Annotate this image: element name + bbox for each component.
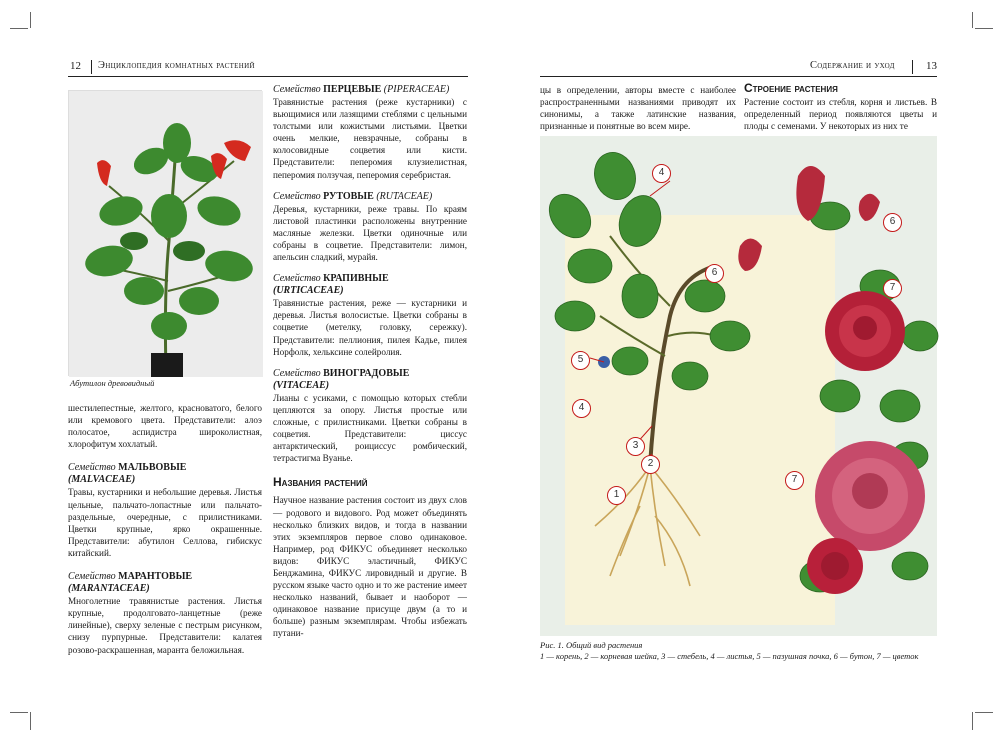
left-page	[0, 0, 500, 742]
figure-label: 7	[883, 279, 902, 298]
family-latin: (MARANTACEAE)	[68, 583, 150, 595]
family-heading: Семейство ВИНОГРАДОВЫЕ	[273, 367, 410, 379]
figure-label: 2	[641, 455, 660, 474]
crop-mark	[975, 28, 993, 29]
family-heading: Семейство МАЛЬВОВЫЕ	[68, 462, 187, 474]
running-head-divider	[91, 60, 92, 74]
crop-mark	[972, 712, 973, 730]
running-head-divider	[912, 60, 913, 74]
running-head: Содержание и уход	[810, 60, 895, 71]
figure-label: 3	[626, 437, 645, 456]
crop-mark	[975, 712, 993, 713]
page-number: 12	[70, 60, 81, 72]
family-vitaceae	[273, 368, 467, 465]
family-rutaceae	[273, 191, 467, 263]
left-column-2	[273, 84, 467, 640]
figure-label: 7	[785, 471, 804, 490]
figure-caption	[540, 640, 937, 662]
plant-illustration	[69, 91, 263, 377]
family-urticaceae	[273, 273, 467, 358]
figure-label: 4	[652, 164, 671, 183]
family-malvaceae	[68, 462, 262, 559]
left-column-1	[68, 402, 262, 656]
figure-label: 6	[883, 213, 902, 232]
figure-label: 4	[572, 399, 591, 418]
family-text: Лианы с усиками, с помощью которых стебли цепляются за опору. Листья простые или сложные, с прилистниками. Цветки собраны в соцветия. Представители: циссус антарктический, роициссус ромбический, тетрастигма Вуанье.	[273, 392, 467, 464]
structure-paragraph: Растение состоит из стебля, корня и листьев. В определенный период появляются цветы и плоды с семенами. У некоторых из них те	[744, 97, 937, 132]
page-number: 13	[926, 60, 937, 72]
family-marantaceae	[68, 571, 262, 656]
section-title-structure: Строение растения	[744, 81, 838, 95]
header-rule	[68, 76, 468, 77]
crop-mark	[972, 12, 973, 28]
family-heading: Семейство КРАПИВНЫЕ	[273, 273, 389, 285]
running-head: Энциклопедия комнатных растений	[98, 60, 255, 71]
family-latin: (MALVACEAE)	[68, 474, 136, 486]
family-heading: Семейство ПЕРЦЕВЫЕ (PIPERACEAE)	[273, 84, 450, 95]
family-text: Травянистые растения (реже кустарники) с вьющимися или лазящими стеблями с цельными толстыми или кожистыми листьями. Цветки очень мелкие, невзрачные, собраны в колосовидные соцветия или кисти. Представители: пеперомия клузиелистная, пеперомия ползучая, пеперомия серебристая.	[273, 97, 467, 180]
family-latin: (VITACEAE)	[273, 379, 330, 391]
photo-caption: Абутилон древовидный	[70, 378, 155, 388]
family-text: Многолетние травянистые растения. Листья крупные, продолговато-ланцетные (реже линейные), сверху зеленые с пестрым рисунком, снизу пурпурные. Представители: калатея розово-раскрашенная, маранта беложильная.	[68, 596, 262, 655]
section-title-names: Названия растений	[273, 475, 368, 490]
family-text: Деревья, кустарники, реже травы. По краям листовой пластинки расположены внутренние масляные железки. Цветки одиночные или собраны в соцветие. Представители: лимон, апельсин сладкий, мурайя.	[273, 203, 467, 263]
figure-label: 6	[705, 264, 724, 283]
header-rule	[540, 76, 937, 77]
family-text: Травянистые растения, реже — кустарники и деревья. Листья волосистые. Цветки собраны в соцветие (метелку, головку, сережку). Представители: пеллиония, пилея Кадье, пилея Норфолк, хельксине солейролия.	[273, 298, 467, 357]
continuation-paragraph: цы в определении, авторы вместе с наиболее распространенными названиями приводят их синонимы, а также латинские названия, признанные и понятные во всем мире.	[540, 85, 736, 132]
figure-label: 1	[607, 486, 626, 505]
family-latin: (URTICACEAE)	[273, 285, 344, 297]
names-paragraph: Научное название растения состоит из двух слов — родового и видового. Род может объединять несколько близких видов, и тогда в названии этих экземпляров первое слово одинаковое. Например, род ФИКУС объединяет несколько видов: ФИКУС эластичный, ФИКУС Бенджамина, ФИКУС лировидный и другие. В русском языке часто одно и то же растение имеет несколько названий, бывает и наоборот — одинаковое название присуще двум (а то и больше) разным экземплярам. Чтобы избежать путани-	[273, 495, 467, 639]
family-heading: Семейство РУТОВЫЕ (RUTACEAE)	[273, 190, 433, 202]
family-heading: Семейство МАРАНТОВЫЕ	[68, 571, 193, 583]
figure-label: 5	[571, 351, 590, 370]
abutilon-photo	[68, 90, 262, 376]
figure-caption-text: 1 — корень, 2 — корневая шейка, 3 — стебель, 4 — листья, 5 — пазушная почка, 6 — бутон, 7 — цветок	[540, 651, 919, 661]
family-piperaceae	[273, 84, 467, 181]
right-column-2	[744, 81, 937, 132]
paragraph: шестилепестные, желтого, красноватого, белого или кремового цвета. Представители: алоэ полосатое, аспидистра широколистная, хлорофитум хохлатый.	[68, 403, 262, 450]
rose-illustration	[540, 136, 937, 636]
right-column-1	[540, 84, 736, 132]
family-text: Травы, кустарники и небольшие деревья. Листья цельные, пальчато-лопастные или пальчато-раздельные, очередные, с прилистниками. Цветки крупные, ярко окрашенные. Представители: абутилон Селлова, гибискус китайский.	[68, 487, 262, 558]
figure-caption-title: Рис. 1. Общий вид растения	[540, 640, 643, 650]
